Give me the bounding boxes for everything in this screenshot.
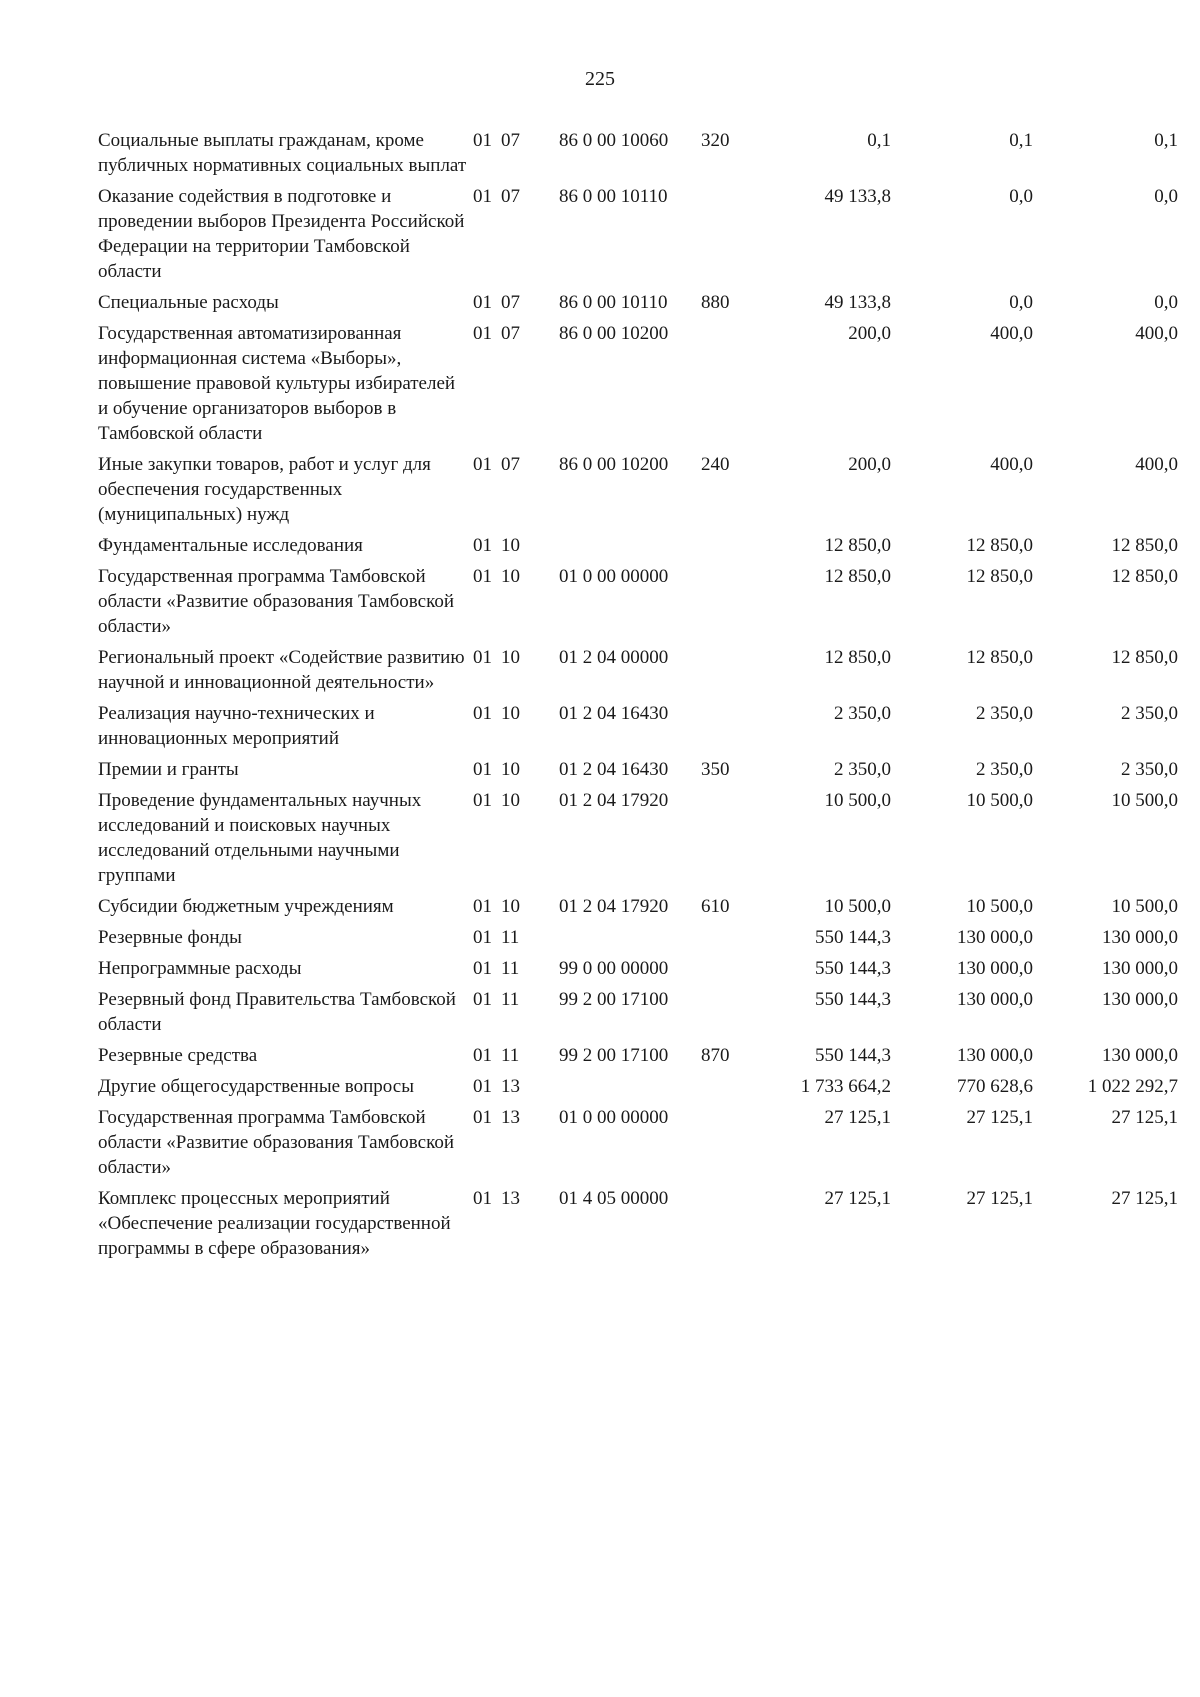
- amount-year-1: 1 733 664,2: [800, 1076, 891, 1097]
- amount-year-2: 12 850,0: [966, 647, 1033, 668]
- table-row: [98, 701, 1178, 751]
- target-item-code: 01 4 05 00000: [559, 1188, 669, 1209]
- expense-type-code: 320: [701, 130, 730, 151]
- section-code: 01: [473, 1076, 492, 1097]
- amount-year-2: 400,0: [990, 454, 1033, 475]
- section-code: 01: [473, 1107, 492, 1128]
- amount-year-2: 130 000,0: [957, 989, 1033, 1010]
- target-item-code: 01 2 04 17920: [559, 896, 669, 917]
- amount-year-3: 0,0: [1154, 186, 1178, 207]
- section-code: 01: [473, 790, 492, 811]
- section-code: 01: [473, 186, 492, 207]
- expense-type-code: 350: [701, 759, 730, 780]
- target-item-code: 01 0 00 00000: [559, 1107, 669, 1128]
- target-item-code: 86 0 00 10200: [559, 454, 669, 475]
- table-row: [98, 128, 1178, 178]
- section-code: 01: [473, 759, 492, 780]
- subsection-code: 10: [501, 566, 520, 587]
- amount-year-2: 2 350,0: [976, 703, 1033, 724]
- amount-year-3: 10 500,0: [1111, 790, 1178, 811]
- amount-year-2: 10 500,0: [966, 790, 1033, 811]
- row-name: Государственная программа Тамбовской области «Развитие образования Тамбовской области»: [98, 566, 455, 637]
- subsection-code: 07: [501, 292, 520, 313]
- amount-year-3: 27 125,1: [1111, 1188, 1178, 1209]
- amount-year-1: 2 350,0: [834, 759, 891, 780]
- section-code: 01: [473, 1045, 492, 1066]
- amount-year-2: 770 628,6: [957, 1076, 1033, 1097]
- row-name: Непрограммные расходы: [98, 958, 302, 979]
- table-row: [98, 894, 1178, 919]
- subsection-code: 07: [501, 130, 520, 151]
- section-code: 01: [473, 703, 492, 724]
- subsection-code: 07: [501, 454, 520, 475]
- amount-year-1: 27 125,1: [824, 1188, 891, 1209]
- amount-year-1: 200,0: [848, 454, 891, 475]
- subsection-code: 10: [501, 759, 520, 780]
- table-row: [98, 564, 1178, 639]
- row-name: Премии и гранты: [98, 759, 239, 780]
- amount-year-2: 130 000,0: [957, 927, 1033, 948]
- amount-year-3: 130 000,0: [1102, 958, 1178, 979]
- section-code: 01: [473, 927, 492, 948]
- table-row: [98, 452, 1178, 527]
- expense-type-code: 240: [701, 454, 730, 475]
- row-name: Иные закупки товаров, работ и услуг для обеспечения государственных (муниципальных) нужд: [98, 454, 431, 525]
- amount-year-2: 130 000,0: [957, 1045, 1033, 1066]
- amount-year-1: 2 350,0: [834, 703, 891, 724]
- table-row: [98, 757, 1178, 782]
- page-number: 225: [585, 68, 615, 90]
- amount-year-2: 27 125,1: [966, 1107, 1033, 1128]
- amount-year-1: 550 144,3: [815, 1045, 891, 1066]
- row-name: Реализация научно-технических и инновационных мероприятий: [98, 703, 375, 749]
- subsection-code: 10: [501, 790, 520, 811]
- target-item-code: 01 2 04 17920: [559, 790, 669, 811]
- table-row: [98, 533, 1178, 558]
- amount-year-3: 130 000,0: [1102, 927, 1178, 948]
- amount-year-1: 0,1: [867, 130, 891, 151]
- target-item-code: 99 2 00 17100: [559, 989, 669, 1010]
- row-name: Резервные фонды: [98, 927, 242, 948]
- amount-year-1: 49 133,8: [824, 186, 891, 207]
- target-item-code: 86 0 00 10110: [559, 186, 668, 207]
- table-row: [98, 925, 1178, 950]
- row-name: Специальные расходы: [98, 292, 279, 313]
- table-row: [98, 645, 1178, 695]
- subsection-code: 13: [501, 1107, 520, 1128]
- amount-year-3: 12 850,0: [1111, 566, 1178, 587]
- target-item-code: 01 2 04 16430: [559, 703, 669, 724]
- subsection-code: 07: [501, 323, 520, 344]
- row-name: Субсидии бюджетным учреждениям: [98, 896, 394, 917]
- amount-year-2: 12 850,0: [966, 535, 1033, 556]
- amount-year-3: 130 000,0: [1102, 1045, 1178, 1066]
- section-code: 01: [473, 896, 492, 917]
- amount-year-1: 12 850,0: [824, 647, 891, 668]
- amount-year-3: 0,1: [1154, 130, 1178, 151]
- subsection-code: 11: [501, 927, 520, 948]
- row-name: Комплекс процессных мероприятий «Обеспечение реализации государственной программы в сфере образования»: [98, 1188, 451, 1259]
- row-name: Социальные выплаты гражданам, кроме публичных нормативных социальных выплат: [98, 130, 467, 176]
- amount-year-2: 2 350,0: [976, 759, 1033, 780]
- amount-year-2: 12 850,0: [966, 566, 1033, 587]
- section-code: 01: [473, 958, 492, 979]
- amount-year-1: 550 144,3: [815, 927, 891, 948]
- table-row: [98, 987, 1178, 1037]
- section-code: 01: [473, 454, 492, 475]
- table-row: [98, 1186, 1178, 1261]
- target-item-code: 01 2 04 16430: [559, 759, 669, 780]
- table-row: [98, 1043, 1178, 1068]
- amount-year-1: 12 850,0: [824, 535, 891, 556]
- target-item-code: 01 0 00 00000: [559, 566, 669, 587]
- row-name: Региональный проект «Содействие развитию научной и инновационной деятельности»: [98, 647, 465, 693]
- amount-year-3: 130 000,0: [1102, 989, 1178, 1010]
- amount-year-2: 27 125,1: [966, 1188, 1033, 1209]
- subsection-code: 11: [501, 989, 520, 1010]
- subsection-code: 11: [501, 1045, 520, 1066]
- amount-year-3: 0,0: [1154, 292, 1178, 313]
- row-name: Резервные средства: [98, 1045, 258, 1066]
- row-name: Государственная программа Тамбовской области «Развитие образования Тамбовской области»: [98, 1107, 455, 1178]
- table-row: [98, 788, 1178, 888]
- table-row: [98, 290, 1178, 315]
- subsection-code: 13: [501, 1076, 520, 1097]
- expense-type-code: 610: [701, 896, 730, 917]
- amount-year-2: 0,0: [1009, 292, 1033, 313]
- amount-year-1: 550 144,3: [815, 958, 891, 979]
- amount-year-3: 2 350,0: [1121, 703, 1178, 724]
- target-item-code: 99 0 00 00000: [559, 958, 669, 979]
- amount-year-2: 0,0: [1009, 186, 1033, 207]
- amount-year-1: 200,0: [848, 323, 891, 344]
- subsection-code: 13: [501, 1188, 520, 1209]
- section-code: 01: [473, 647, 492, 668]
- amount-year-2: 130 000,0: [957, 958, 1033, 979]
- target-item-code: 86 0 00 10060: [559, 130, 669, 151]
- table-row: [98, 184, 1178, 284]
- amount-year-3: 12 850,0: [1111, 647, 1178, 668]
- target-item-code: 86 0 00 10110: [559, 292, 668, 313]
- section-code: 01: [473, 323, 492, 344]
- table-row: [98, 1105, 1178, 1180]
- row-name: Фундаментальные исследования: [98, 535, 363, 556]
- row-name: Оказание содействия в подготовке и проведении выборов Президента Российской Федерации на территории Тамбовской области: [98, 186, 465, 282]
- section-code: 01: [473, 535, 492, 556]
- amount-year-3: 1 022 292,7: [1087, 1076, 1178, 1097]
- amount-year-3: 400,0: [1135, 454, 1178, 475]
- amount-year-2: 400,0: [990, 323, 1033, 344]
- section-code: 01: [473, 989, 492, 1010]
- row-name: Резервный фонд Правительства Тамбовской области: [98, 989, 456, 1035]
- amount-year-3: 27 125,1: [1111, 1107, 1178, 1128]
- table-row: [98, 1074, 1178, 1099]
- amount-year-1: 49 133,8: [824, 292, 891, 313]
- amount-year-1: 10 500,0: [824, 896, 891, 917]
- amount-year-1: 550 144,3: [815, 989, 891, 1010]
- amount-year-3: 12 850,0: [1111, 535, 1178, 556]
- row-name: Другие общегосударственные вопросы: [98, 1076, 414, 1097]
- amount-year-1: 10 500,0: [824, 790, 891, 811]
- section-code: 01: [473, 1188, 492, 1209]
- target-item-code: 99 2 00 17100: [559, 1045, 669, 1066]
- subsection-code: 10: [501, 703, 520, 724]
- amount-year-2: 10 500,0: [966, 896, 1033, 917]
- budget-table: [98, 128, 1178, 1267]
- amount-year-2: 0,1: [1009, 130, 1033, 151]
- amount-year-3: 10 500,0: [1111, 896, 1178, 917]
- table-row: [98, 956, 1178, 981]
- amount-year-1: 27 125,1: [824, 1107, 891, 1128]
- row-name: Проведение фундаментальных научных исследований и поисковых научных исследований отдельными научными группами: [98, 790, 422, 886]
- amount-year-3: 400,0: [1135, 323, 1178, 344]
- amount-year-3: 2 350,0: [1121, 759, 1178, 780]
- subsection-code: 10: [501, 535, 520, 556]
- subsection-code: 10: [501, 896, 520, 917]
- target-item-code: 01 2 04 00000: [559, 647, 669, 668]
- subsection-code: 07: [501, 186, 520, 207]
- amount-year-1: 12 850,0: [824, 566, 891, 587]
- row-name: Государственная автоматизированная информационная система «Выборы», повышение правовой культуры избирателей и обучение организаторов выборов в Тамбовской области: [98, 323, 456, 444]
- table-row: [98, 321, 1178, 446]
- section-code: 01: [473, 130, 492, 151]
- section-code: 01: [473, 566, 492, 587]
- subsection-code: 11: [501, 958, 520, 979]
- expense-type-code: 880: [701, 292, 730, 313]
- expense-type-code: 870: [701, 1045, 730, 1066]
- subsection-code: 10: [501, 647, 520, 668]
- target-item-code: 86 0 00 10200: [559, 323, 669, 344]
- section-code: 01: [473, 292, 492, 313]
